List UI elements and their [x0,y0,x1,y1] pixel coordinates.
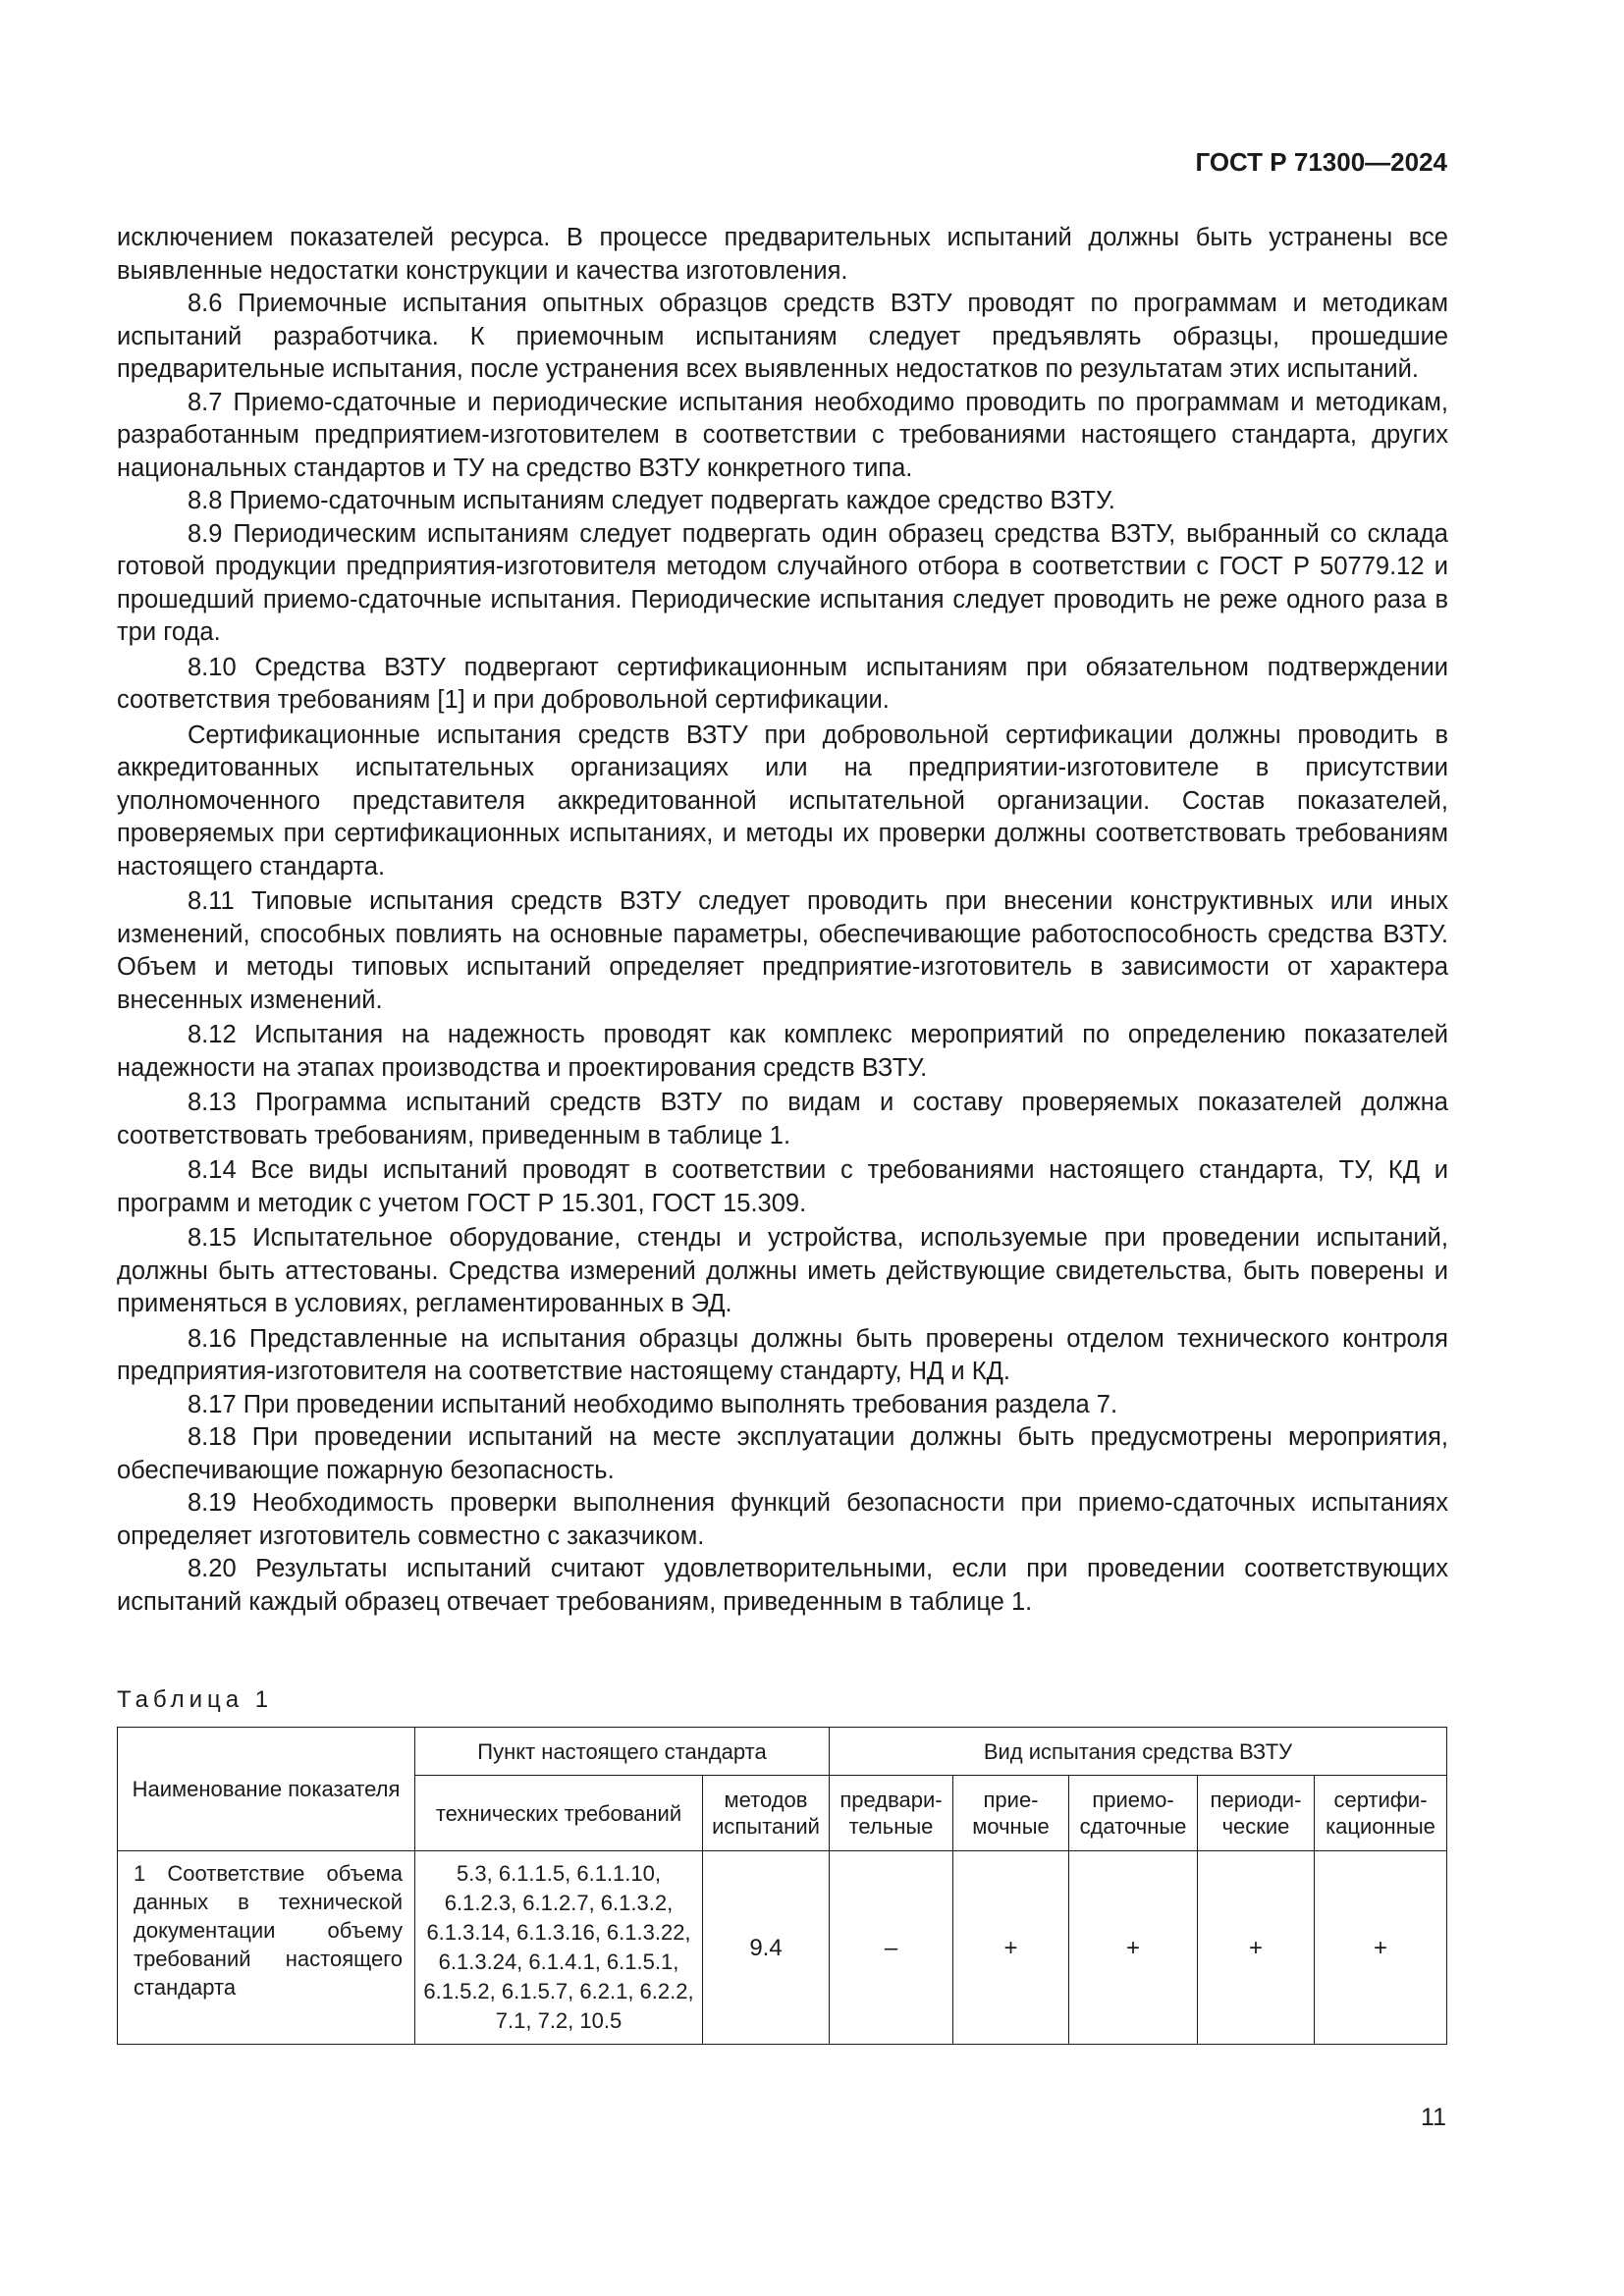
paragraph: 8.14 Все виды испытаний проводят в соответствии с требованиями настоящего стандарта, ТУ, КД и программ и методик с учетом ГОСТ Р 15.301, ГОСТ 15.309. [117,1156,1448,1217]
header-certification: сертифи-кационные [1315,1776,1447,1851]
test-program-table [117,1727,1447,2045]
header-preliminary: предвари-тельные [830,1776,953,1851]
paragraph: 8.18 При проведении испытаний на месте эксплуатации должны быть предусмотрены мероприятия, обеспечивающие пожарную безопасность. [117,1423,1448,1484]
paragraph: 8.19 Необходимость проверки выполнения функций безопасности при приемо-сдаточных испытаниях определяет изготовитель совместно с заказчиком. [117,1489,1448,1550]
cell-acceptance: + [953,1851,1069,2045]
cell-preliminary: – [830,1851,953,2045]
header-periodic: периоди-ческие [1198,1776,1315,1851]
paragraph: 8.11 Типовые испытания средств ВЗТУ следует проводить при внесении конструктивных или иных изменений, способных повлиять на основные параметры, обеспечивающие работоспособность средства ВЗТУ. Объем и методы типовых испытаний определяет предприятие-изготовитель в зависимости от характера внесенных изменений. [117,887,1448,1014]
document-header-id: ГОСТ Р 71300—2024 [1195,147,1447,177]
paragraph: 8.15 Испытательное оборудование, стенды и устройства, используемые при проведении испытаний, должны быть аттестованы. Средства измерений должны иметь действующие свидетельства, быть поверены и применяться в условиях, регламентированных в ЭД. [117,1224,1448,1317]
paragraph: 8.20 Результаты испытаний считают удовлетворительными, если при проведении соответствующих испытаний каждый образец отвечает требованиям, приведенным в таблице 1. [117,1555,1448,1616]
header-delivery-acceptance: приемо-сдаточные [1069,1776,1198,1851]
table-row [118,1851,1447,2045]
cell-indicator-name: 1 Соответствие объема данных в технической документации объему требований настоящего стандарта [118,1851,415,2045]
paragraph: 8.12 Испытания на надежность проводят как комплекс мероприятий по определению показателей надежности на этапах производства и проектирования средств ВЗТУ. [117,1021,1448,1082]
body-text [117,222,1448,1619]
cell-tech-requirements: 5.3, 6.1.1.5, 6.1.1.10, 6.1.2.3, 6.1.2.7, 6.1.3.2, 6.1.3.14, 6.1.3.16, 6.1.3.22, 6.1.3.24, 6.1.4.1, 6.1.5.1, 6.1.5.2, 6.1.5.7, 6.2.1, 6.2.2, 7.1, 7.2, 10.5 [415,1851,703,2045]
cell-periodic: + [1198,1851,1315,2045]
paragraph: Сертификационные испытания средств ВЗТУ при добровольной сертификации должны проводить в аккредитованных испытательных организациях или на предприятии-изготовителе в присутствии уполномоченного представителя аккредитованной испытательной организации. Состав показателей, проверяемых при сертификационных испытаниях, и методы их проверки должны соответствовать требованиям настоящего стандарта. [117,721,1448,881]
header-acceptance: прие-мочные [953,1776,1069,1851]
header-test-type: Вид испытания средства ВЗТУ [830,1728,1447,1776]
paragraph: 8.10 Средства ВЗТУ подвергают сертификационным испытаниям при обязательном подтверждении соответствия требованиям [1] и при добровольной сертификации. [117,653,1448,714]
page-number: 11 [1421,2104,1446,2131]
paragraph: 8.13 Программа испытаний средств ВЗТУ по видам и составу проверяемых показателей должна соответствовать требованиям, приведенным в таблице 1. [117,1089,1448,1149]
cell-test-methods: 9.4 [703,1851,830,2045]
paragraph: 8.7 Приемо-сдаточные и периодические испытания необходимо проводить по программам и методикам, разработанным предприятием-изготовителем в соответствии с требованиями настоящего стандарта, других национальных стандартов и ТУ на средство ВЗТУ конкретного типа. [117,388,1448,482]
cell-delivery-acceptance: + [1069,1851,1198,2045]
header-tech-requirements: технических требований [415,1776,703,1851]
cell-certification: + [1315,1851,1447,2045]
paragraph: 8.16 Представленные на испытания образцы должны быть проверены отделом технического контроля предприятия-изготовителя на соответствие настоящему стандарту, НД и КД. [117,1324,1448,1385]
paragraph: 8.9 Периодическим испытаниям следует подвергать один образец средства ВЗТУ, выбранный со склада готовой продукции предприятия-изготовителя методом случайного отбора в соответствии с ГОСТ Р 50779.12 и прошедший приемо-сдаточные испытания. Периодические испытания следует проводить не реже одного раза в три года. [117,519,1448,646]
paragraph: 8.17 При проведении испытаний необходимо выполнять требования раздела 7. [188,1390,1118,1418]
header-standard-clause: Пункт настоящего стандарта [415,1728,830,1776]
paragraph: 8.8 Приемо-сдаточным испытаниям следует подвергать каждое средство ВЗТУ. [188,487,1115,514]
paragraph: 8.6 Приемочные испытания опытных образцов средств ВЗТУ проводят по программам и методикам испытаний разработчика. К приемочным испытаниям следует предъявлять образцы, прошедшие предварительные испытания, после устранения всех выявленных недостатков по результатам этих испытаний. [117,290,1448,383]
header-indicator-name: Наименование показателя [118,1728,415,1851]
header-test-methods: методов испытаний [703,1776,830,1851]
table-caption: Таблица 1 [117,1686,274,1713]
paragraph: исключением показателей ресурса. В процессе предварительных испытаний должны быть устранены все выявленные недостатки конструкции и качества изготовления. [117,224,1448,285]
